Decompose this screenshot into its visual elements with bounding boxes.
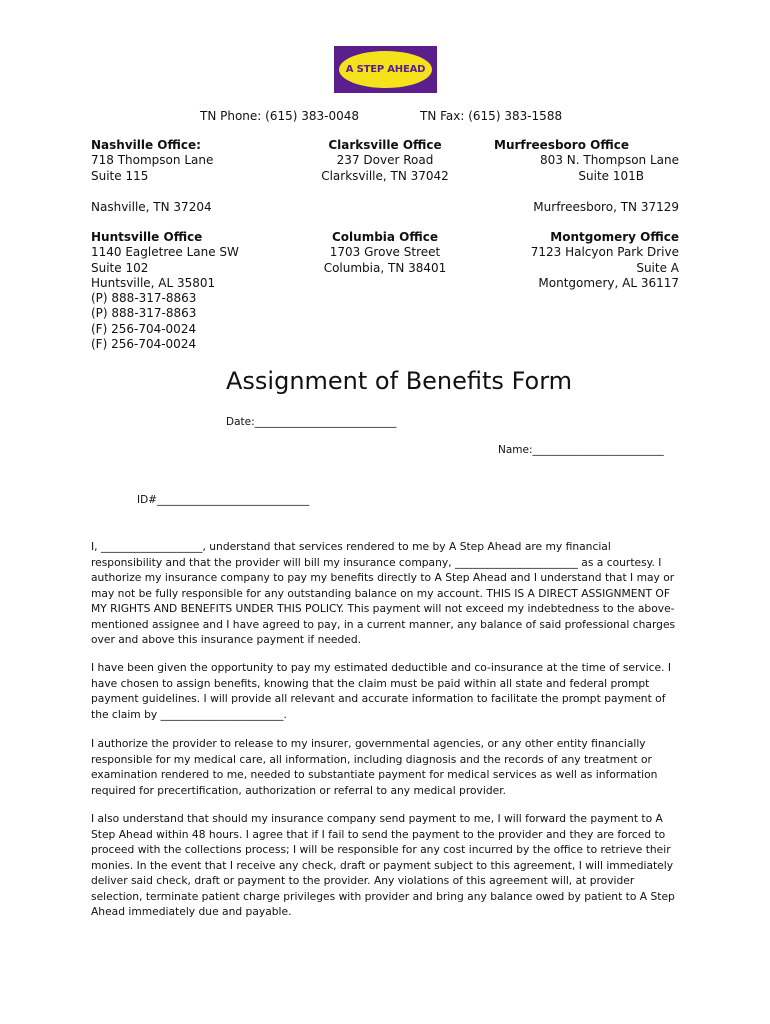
tn-phone: TN Phone: (615) 383-0048 [200, 109, 360, 123]
nashville-office-name: Nashville Office: [91, 138, 201, 152]
form-title: Assignment of Benefits Form [226, 367, 573, 395]
huntsville-line: (P) 888-317-8863 [91, 291, 197, 306]
montgomery-address-line2: Suite A [636, 260, 679, 275]
huntsville-line: Suite 102 [91, 260, 149, 275]
huntsville-line: (F) 256-704-0024 [91, 321, 197, 336]
murfreesboro-office [494, 138, 679, 184]
tn-fax: TN Fax: (615) 383-1588 [420, 109, 563, 123]
columbia-office [300, 230, 470, 276]
columbia-address-line2: Columbia, TN 38401 [323, 260, 447, 275]
id-field[interactable]: ID#_____________________________ [137, 494, 310, 506]
murfreesboro-city: Murfreesboro, TN 37129 [533, 200, 679, 214]
nashville-office [91, 138, 213, 184]
logo-oval [339, 51, 432, 88]
huntsville-line: (F) 256-704-0024 [91, 337, 197, 352]
montgomery-address-line1: 7123 Halcyon Park Drive [530, 245, 679, 260]
montgomery-address-line3: Montgomery, AL 36117 [538, 275, 679, 290]
clarksville-address-line2: Clarksville, TN 37042 [321, 168, 449, 183]
murfreesboro-office-name: Murfreesboro Office [494, 138, 629, 152]
paragraph-payment-forwarding: I also understand that should my insurance company send payment to me, I will forward the payment to A Step Ahead within 48 hours. I agree that if I fail to send the payment to the provider and they are forced to proceed with the collections process; I will be responsible for any cost incurred by the office to retrieve their monies. In the event that I receive any check, draft or payment subject to this agreement, I will immediately deliver said check, draft or payment to the provider. Any violations of this agreement will, at provider selection, terminate patient charge privileges with provider and bring any balance owed by patient to A Step Ahead immediately due and payable. [91, 812, 675, 918]
huntsville-office-name: Huntsville Office [91, 230, 203, 244]
nashville-address-line1: 718 Thompson Lane [91, 153, 214, 168]
paragraph-financial-responsibility: I, ___________________, understand that services rendered to me by A Step Ahead are my financial responsibility and that the provider will bill my insurance company, _______________________ as a courtesy. I authorize my insurance company to pay my benefits directly to A Step Ahead and I understand that I may or may not be fully responsible for any outstanding balance on my account. THIS IS A DIRECT ASSIGNMENT OF MY RIGHTS AND BENEFITS UNDER THIS POLICY. This payment will not exceed my indebtedness to the above-mentioned assignee and I have agreed to pay, in a current manner, any balance of said professional charges over and above this insurance payment if needed. [91, 540, 676, 646]
montgomery-office [494, 230, 679, 291]
murfreesboro-address-line1: 803 N. Thompson Lane [540, 153, 679, 168]
clarksville-office [300, 138, 470, 184]
company-logo [334, 46, 437, 93]
logo-text: A STEP AHEAD [345, 64, 426, 75]
murfreesboro-address-line2: Suite 101B [578, 168, 644, 183]
name-field[interactable]: Name:_________________________ [498, 444, 664, 456]
columbia-address-line1: 1703 Grove Street [329, 245, 441, 260]
clarksville-office-name: Clarksville Office [328, 138, 442, 152]
clarksville-address-line1: 237 Dover Road [336, 153, 434, 168]
huntsville-line: (P) 888-317-8863 [91, 306, 197, 321]
nashville-address-line2: Suite 115 [91, 168, 149, 183]
montgomery-office-name: Montgomery Office [550, 230, 679, 244]
huntsville-office [91, 230, 239, 352]
huntsville-line: 1140 Eagletree Lane SW [91, 245, 239, 260]
nashville-city: Nashville, TN 37204 [91, 200, 212, 214]
paragraph-release-authorization: I authorize the provider to release to my insurer, governmental agencies, or any other entity financially responsible for my medical care, all information, including diagnosis and the records of any treatment or examination rendered to me, needed to substantiate payment for medical services as well as information required for precertification, authorization or referral to any medical provider. [91, 737, 658, 797]
paragraph-deductible: I have been given the opportunity to pay my estimated deductible and co-insurance at the time of service. I have chosen to assign benefits, knowing that the claim must be paid within all state and federal prompt payment guidelines. I will provide all relevant and accurate information to facilitate the prompt payment of the claim by _______________________. [91, 661, 672, 721]
date-field[interactable]: Date:___________________________ [226, 416, 397, 428]
huntsville-line: Huntsville, AL 35801 [91, 275, 216, 290]
columbia-office-name: Columbia Office [331, 230, 439, 244]
